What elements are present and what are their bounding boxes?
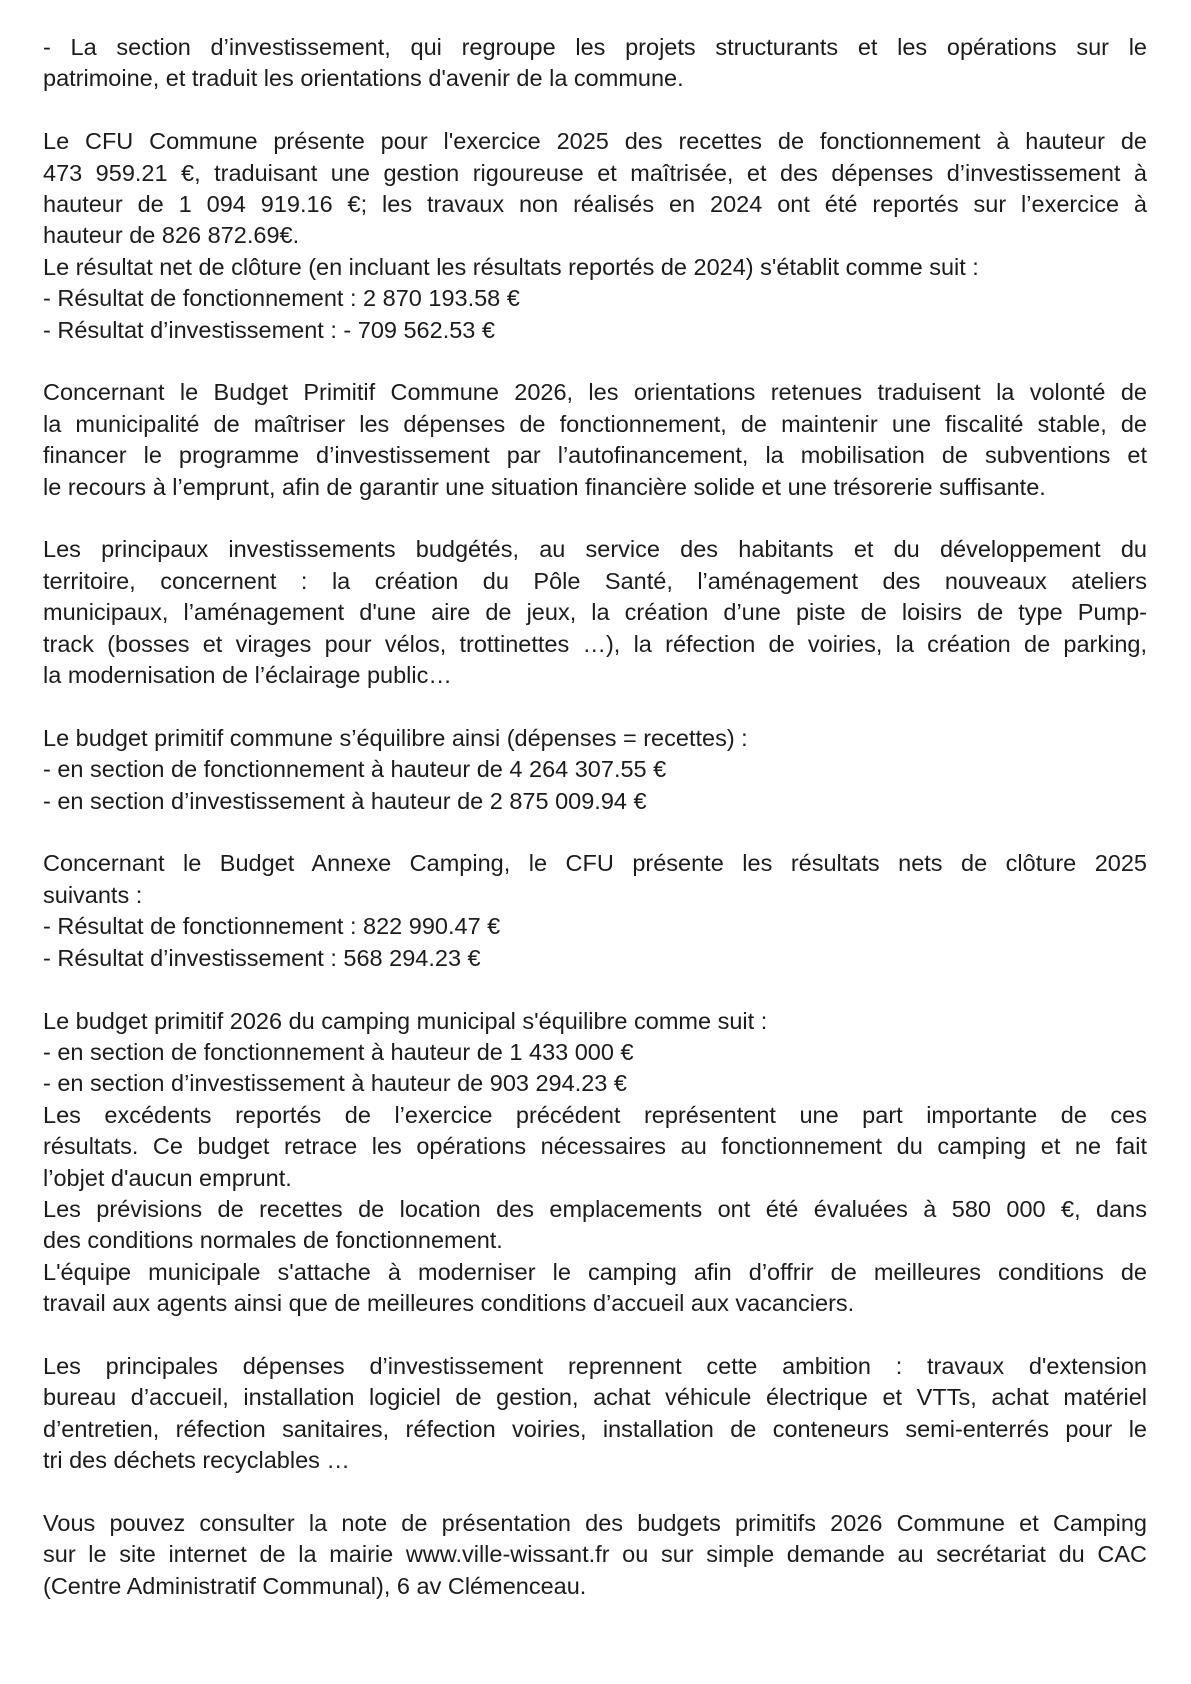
paragraph-camping-cfu-results (43, 848, 1147, 974)
text-line: le recours à l’emprunt, afin de garantir une situation financière solide et une trésorerie suffisante. (43, 473, 1046, 500)
text-line: territoire, concernent : la création du Pôle Santé, l’aménagement des nouveaux ateliers (43, 567, 1147, 594)
text-line: l’objet d'aucun emprunt. (43, 1164, 292, 1191)
text-line: - en section de fonctionnement à hauteur de 4 264 307.55 € (43, 756, 667, 783)
text-line: - Résultat de fonctionnement : 822 990.47 € (43, 913, 501, 940)
text-line: - en section de fonctionnement à hauteur de 1 433 000 € (43, 1038, 634, 1065)
paragraph-camping-investments (43, 1351, 1147, 1477)
paragraph-investment-section (43, 32, 1147, 95)
text-line: bureau d’accueil, installation logiciel de gestion, achat véhicule électrique et VTTs, achat matériel (43, 1384, 1147, 1411)
text-line: Concernant le Budget Annexe Camping, le CFU présente les résultats nets de clôture 2025 (43, 850, 1147, 877)
text-line: suivants : (43, 881, 143, 908)
text-line: Le résultat net de clôture (en incluant les résultats reportés de 2024) s'établit comme suit : (43, 253, 979, 280)
text-line: municipaux, l’aménagement d'une aire de jeux, la création d’une piste de loisirs de type Pump- (43, 599, 1147, 626)
text-line: travail aux agents ainsi que de meilleures conditions d’accueil aux vacanciers. (43, 1290, 855, 1317)
text-line: - Résultat d’investissement : 568 294.23 € (43, 944, 481, 971)
text-line: tri des déchets recyclables … (43, 1447, 350, 1474)
text-line: Les principales dépenses d’investissement reprennent cette ambition : travaux d'extension (43, 1352, 1147, 1379)
paragraph-cfu-commune-results (43, 126, 1147, 346)
text-line: Le budget primitif 2026 du camping municipal s'équilibre comme suit : (43, 1007, 768, 1034)
paragraph-budget-primitif-orientations (43, 377, 1147, 503)
text-line: (Centre Administratif Communal), 6 av Clémenceau. (43, 1572, 587, 1599)
text-line: - Résultat de fonctionnement : 2 870 193.58 € (43, 285, 520, 312)
text-line: résultats. Ce budget retrace les opérations nécessaires au fonctionnement du camping et ne fait (43, 1133, 1147, 1160)
text-line: financer le programme d’investissement par l’autofinancement, la mobilisation de subventions et (43, 442, 1147, 469)
paragraph-main-investments (43, 534, 1147, 691)
text-line: hauteur de 1 094 919.16 €; les travaux non réalisés en 2024 ont été reportés sur l’exercice à (43, 191, 1147, 218)
text-line: patrimoine, et traduit les orientations d'avenir de la commune. (43, 65, 684, 92)
text-line: L'équipe municipale s'attache à moderniser le camping afin d’offrir de meilleures conditions de (43, 1258, 1147, 1285)
text-line: Les excédents reportés de l’exercice précédent représentent une part importante de ces (43, 1101, 1147, 1128)
text-line: Vous pouvez consulter la note de présentation des budgets primitifs 2026 Commune et Camping (43, 1509, 1147, 1536)
text-line: la modernisation de l’éclairage public… (43, 662, 452, 689)
text-line: - La section d’investissement, qui regroupe les projets structurants et les opérations sur le (43, 34, 1147, 60)
paragraph-camping-budget (43, 1006, 1147, 1320)
text-line: Les principaux investissements budgétés, au service des habitants et du développement du (43, 536, 1147, 563)
text-line: - en section d’investissement à hauteur de 2 875 009.94 € (43, 787, 647, 814)
text-line: track (bosses et virages pour vélos, trottinettes …), la réfection de voiries, la création de parking, (43, 630, 1147, 657)
document-page (43, 32, 1147, 1634)
text-line: Le CFU Commune présente pour l'exercice 2025 des recettes de fonctionnement à hauteur de (43, 128, 1147, 155)
text-line: sur le site internet de la mairie www.ville-wissant.fr ou sur simple demande au secrétariat du CAC (43, 1541, 1147, 1568)
text-line: Concernant le Budget Primitif Commune 2026, les orientations retenues traduisent la volonté de (43, 379, 1147, 406)
paragraph-budget-commune-balance (43, 723, 1147, 817)
text-line: 473 959.21 €, traduisant une gestion rigoureuse et maîtrisée, et des dépenses d’investissement à (43, 159, 1147, 186)
text-line: la municipalité de maîtriser les dépenses de fonctionnement, de maintenir une fiscalité stable, de (43, 410, 1147, 437)
text-line: Le budget primitif commune s’équilibre ainsi (dépenses = recettes) : (43, 724, 748, 751)
text-line: des conditions normales de fonctionnement. (43, 1227, 503, 1254)
paragraph-consultation-note (43, 1508, 1147, 1602)
text-line: - en section d’investissement à hauteur de 903 294.23 € (43, 1070, 627, 1097)
text-line: - Résultat d’investissement : - 709 562.53 € (43, 316, 495, 343)
text-line: d’entretien, réfection sanitaires, réfection voiries, installation de conteneurs semi-enterrés pour le (43, 1415, 1147, 1442)
text-line: hauteur de 826 872.69€. (43, 222, 300, 249)
text-line: Les prévisions de recettes de location des emplacements ont été évaluées à 580 000 €, dans (43, 1195, 1147, 1222)
